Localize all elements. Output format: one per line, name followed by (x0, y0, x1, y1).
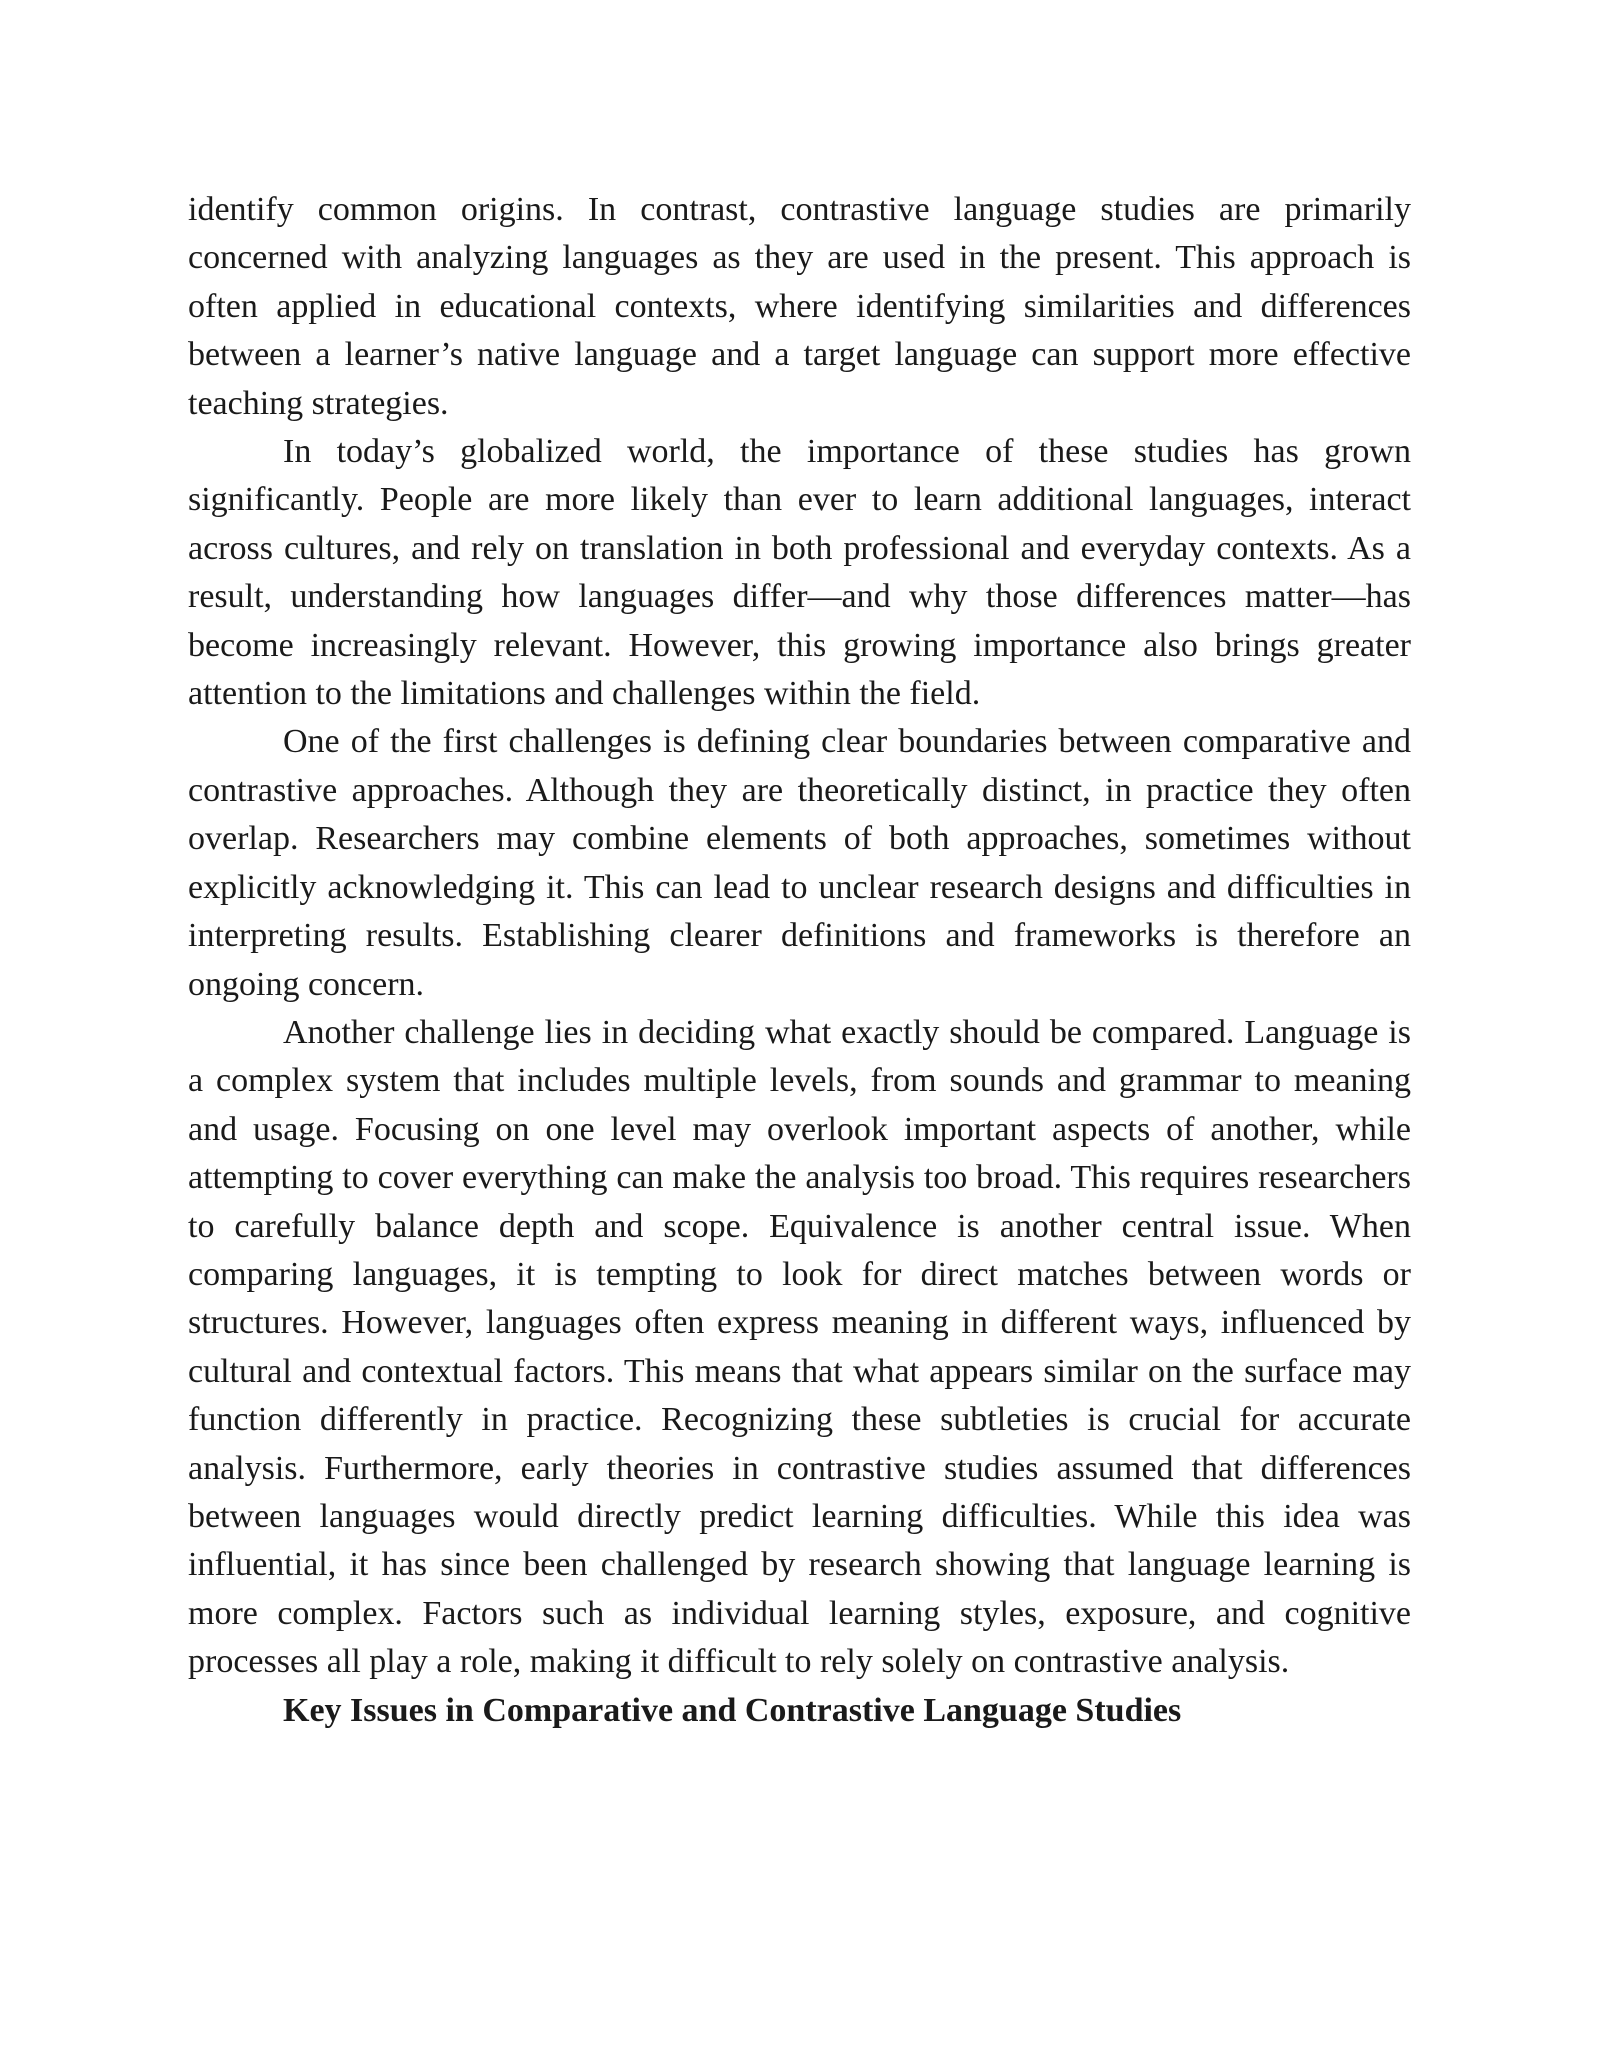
paragraph-2: In today’s globalized world, the importance of these studies has grown significantly. People are more likely than ever to learn additional languages, interact across cultures, and rely on translation in both professional and everyday contexts. As a result, understanding how languages differ—and why those differences matter—has become increasingly relevant. However, this growing importance also brings greater attention to the limitations and challenges within the field. (188, 433, 1411, 713)
paragraph-1: identify common origins. In contrast, contrastive language studies are primarily concerned with analyzing languages as they are used in the present. This approach is often applied in educational contexts, where identifying similarities and differences between a learner’s native language and a target language can support more effective teaching strategies. (188, 191, 1411, 422)
section-heading: Key Issues in Comparative and Contrastive Language Studies (283, 1691, 1182, 1729)
paragraph-3: One of the first challenges is defining clear boundaries between comparative and contrastive approaches. Although they are theoretically distinct, in practice they often overlap. Researchers may combine elements of both approaches, sometimes without explicitly acknowledging it. This can lead to unclear research designs and difficulties in interpreting results. Establishing clearer definitions and frameworks is therefore an ongoing concern. (188, 723, 1411, 1003)
document-body (188, 186, 1411, 1735)
paragraph-4: Another challenge lies in deciding what exactly should be compared. Language is a complex system that includes multiple levels, from sounds and grammar to meaning and usage. Focusing on one level may overlook important aspects of another, while attempting to cover everything can make the analysis too broad. This requires researchers to carefully balance depth and scope. Equivalence is another central issue. When comparing languages, it is tempting to look for direct matches between words or structures. However, languages often express meaning in different ways, influenced by cultural and contextual factors. This means that what appears similar on the surface may function differently in practice. Recognizing these subtleties is crucial for accurate analysis. Furthermore, early theories in contrastive studies assumed that differences between languages would directly predict learning difficulties. While this idea was influential, it has since been challenged by research showing that language learning is more complex. Factors such as individual learning styles, exposure, and cognitive processes all play a role, making it difficult to rely solely on contrastive analysis. (188, 1013, 1411, 1681)
